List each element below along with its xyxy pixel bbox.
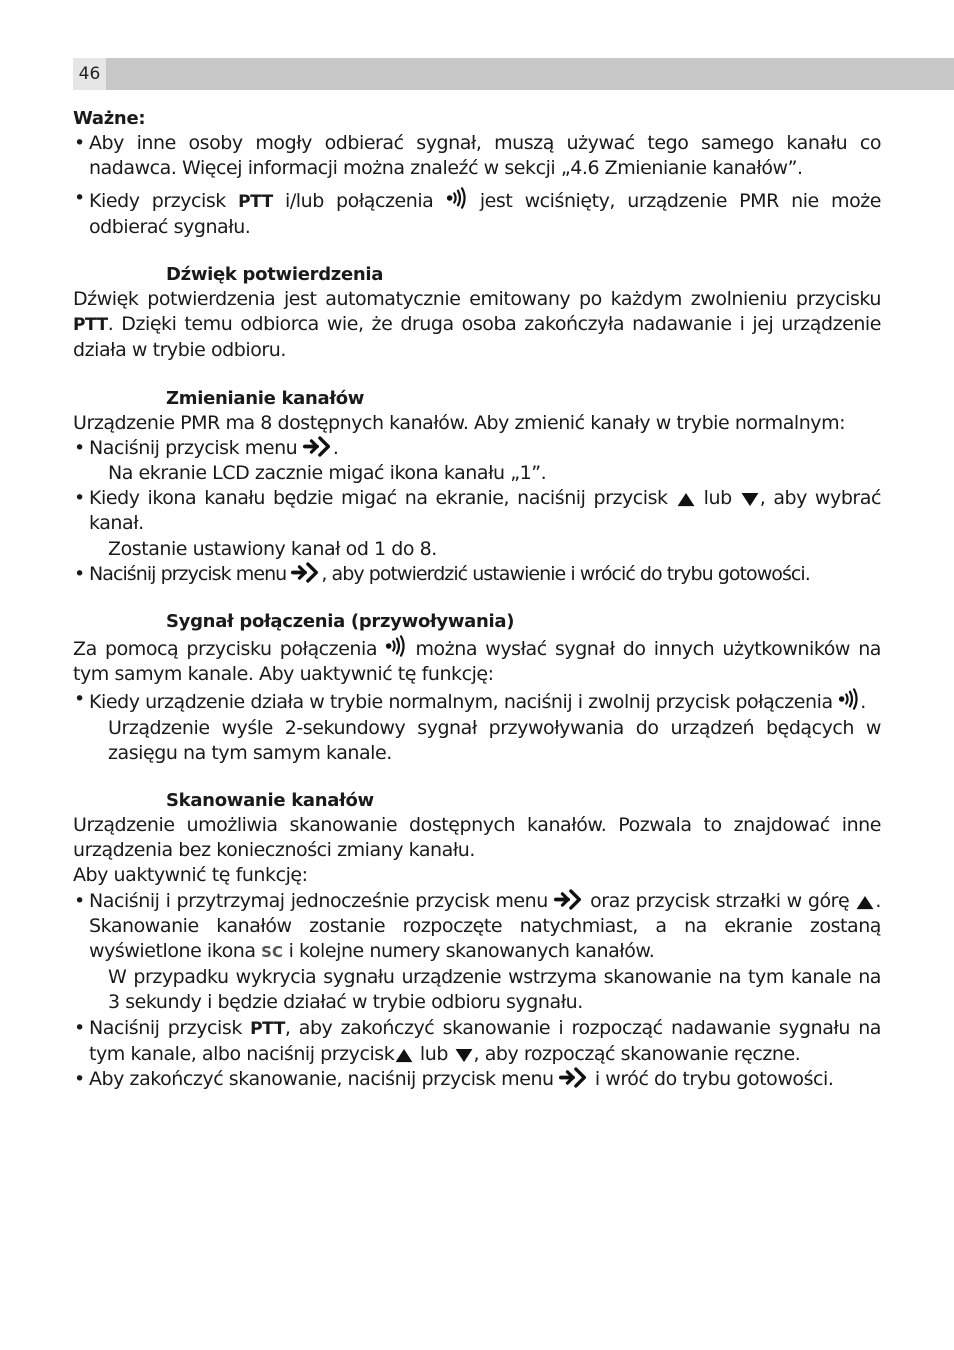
section-title-channels: Zmienianie kanałów bbox=[166, 387, 365, 409]
channels-intro: Urządzenie PMR ma 8 dostępnych kanałów. Aby zmienić kanały w trybie normalnym: bbox=[73, 411, 846, 434]
sc-icon: SC bbox=[261, 943, 283, 962]
call-paragraph: Za pomocą przycisku połączenia można wysłać sygnał do innych użytkowników na tym samym kanale. Aby uaktywnić tę funkcję: bbox=[73, 634, 881, 687]
scan-intro-2: Aby uaktywnić tę funkcję: bbox=[73, 864, 308, 887]
section-title-confirm: Dźwięk potwierdzenia bbox=[166, 264, 384, 286]
header-bar bbox=[73, 58, 954, 90]
section-title-scan: Skanowanie kanałów bbox=[166, 790, 374, 812]
ptt-label: PTT bbox=[73, 315, 108, 336]
call-bullet-1: • Kiedy urządzenie działa w trybie normalnym, naciśnij i zwolnij przycisk połączenia . bbox=[73, 687, 881, 715]
scan-bullet-3: • Aby zakończyć skanowanie, naciśnij przycisk menu i wróć do trybu gotowości. bbox=[73, 1067, 881, 1092]
arrow-up-icon bbox=[855, 895, 875, 910]
page-content bbox=[73, 106, 881, 1092]
scan-bullet-1: • Naciśnij i przytrzymaj jednocześnie przycisk menu oraz przycisk strzałki w górę . Skanowanie kanałów zostanie rozpoczęte natychmiast, a na ekranie zostaną wyświetlone ikona SC i kolejne numery skanowanych kanałów. bbox=[73, 889, 881, 966]
call-icon bbox=[446, 186, 468, 210]
important-title: Ważne: bbox=[73, 108, 146, 129]
scan-note-1: W przypadku wykrycia sygnału urządzenie wstrzyma skanowanie na tym kanale na 3 sekundy i będzie działać w trybie odbioru sygnału. bbox=[108, 966, 881, 1014]
arrow-down-icon bbox=[454, 1048, 474, 1063]
menu-arrow-icon bbox=[554, 889, 584, 910]
section-title-call: Sygnał połączenia (przywoływania) bbox=[166, 611, 515, 633]
scan-intro-1: Urządzenie umożliwia skanowanie dostępnych kanałów. Pozwala to znajdować inne urządzenia bez konieczności zmiany kanału. bbox=[73, 814, 881, 862]
call-icon bbox=[838, 687, 860, 711]
ptt-label: PTT bbox=[238, 191, 273, 212]
channels-note-1: Na ekranie LCD zacznie migać ikona kanału „1”. bbox=[108, 462, 547, 485]
confirm-paragraph: Dźwięk potwierdzenia jest automatycznie emitowany po każdym zwolnieniu przycisku PTT. Dzięki temu odbiorca wie, że druga osoba zakończyła nadawanie i jej urządzenie działa w trybie odbioru. bbox=[73, 288, 881, 362]
arrow-up-icon bbox=[676, 492, 696, 507]
channels-bullet-3: • Naciśnij przycisk menu , aby potwierdzić ustawienie i wrócić do trybu gotowości. bbox=[73, 562, 881, 587]
arrow-down-icon bbox=[740, 492, 760, 507]
channels-bullet-2: • Kiedy ikona kanału będzie migać na ekranie, naciśnij przycisk lub , aby wybrać kanał. bbox=[73, 486, 881, 536]
channels-note-2: Zostanie ustawiony kanał od 1 do 8. bbox=[108, 537, 437, 560]
page-number: 46 bbox=[73, 58, 106, 90]
call-icon bbox=[385, 634, 407, 658]
menu-arrow-icon bbox=[303, 436, 333, 457]
call-note-1: Urządzenie wyśle 2-sekundowy sygnał przywoływania do urządzeń będących w zasięgu na tym samym kanale. bbox=[108, 716, 881, 764]
arrow-up-icon bbox=[394, 1048, 414, 1063]
channels-bullet-1: • Naciśnij przycisk menu . bbox=[73, 436, 881, 461]
ptt-label: PTT bbox=[250, 1018, 285, 1039]
menu-arrow-icon bbox=[559, 1067, 589, 1088]
scan-bullet-2: • Naciśnij przycisk PTT, aby zakończyć skanowanie i rozpocząć nadawanie sygnału na tym kanale, albo naciśnij przycisk lub , aby rozpocząć skanowanie ręczne. bbox=[73, 1016, 881, 1067]
important-bullet-2: • Kiedy przycisk PTT i/lub połączenia jest wciśnięty, urządzenie PMR nie może odbierać sygnału. bbox=[73, 186, 881, 240]
important-bullet-1: • Aby inne osoby mogły odbierać sygnał, muszą używać tego samego kanału co nadawca. Więcej informacji można znaleźć w sekcji „4.6 Zmienianie kanałów”. bbox=[73, 131, 881, 181]
menu-arrow-icon bbox=[291, 562, 321, 583]
